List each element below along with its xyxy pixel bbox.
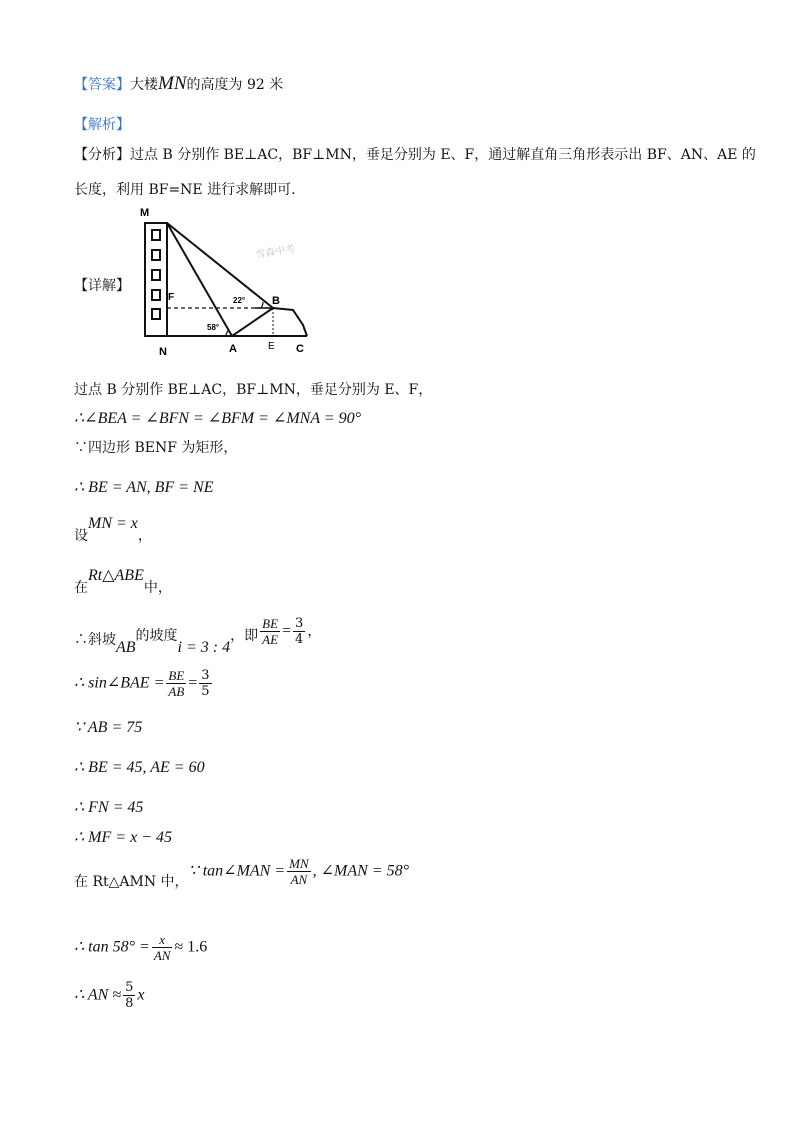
watermark-text: 雪森中考: [254, 243, 297, 262]
frac-den: AN: [290, 872, 308, 887]
step-8-frac-1: [166, 668, 186, 699]
label-F: F: [168, 292, 175, 303]
step-13-post: , ∠MAN = 58°: [312, 862, 410, 880]
step-5: [74, 514, 152, 548]
step-15-pre: ∴ AN ≈: [74, 986, 122, 1004]
step-7-sep: ，即: [230, 627, 259, 644]
frac-den: AB: [168, 684, 185, 699]
step-7-post: ，: [307, 623, 322, 640]
fenxi-text-1: 过点 B 分别作 BE⊥AC，BF⊥MN，垂足分别为 E、F，通过解直角三角形表示出 BF、AN、AE 的: [130, 147, 756, 163]
step-6: [74, 566, 172, 600]
step-12: ∴ MF = x − 45: [74, 829, 172, 846]
analysis-tag: 【解析】: [74, 117, 130, 133]
step-14: [74, 932, 207, 972]
answer-tag: 【答案】: [74, 77, 130, 93]
step-15-frac: [123, 980, 135, 1011]
label-E: E: [268, 341, 275, 352]
step-5-post: ，: [137, 528, 152, 544]
frac-den: 8: [125, 996, 134, 1011]
answer-line: [74, 74, 283, 95]
step-13-because: ∵ tan∠MAN =: [188, 862, 286, 880]
frac-den: AE: [262, 632, 279, 647]
label-angle-58: 58°: [207, 323, 220, 332]
frac-num: x: [152, 932, 173, 948]
step-7-mid: 的坡度: [135, 627, 178, 644]
step-8-frac-2: [199, 668, 211, 699]
step-3: ∵四边形 BENF 为矩形，: [74, 440, 238, 456]
frac-num: BE: [168, 668, 185, 683]
step-7-frac-2: [293, 616, 305, 647]
step-15-post: x: [137, 986, 145, 1004]
step-5-pre: 设: [74, 528, 88, 544]
frac-num: BE: [262, 616, 279, 631]
label-A: A: [229, 343, 237, 355]
step-14-post: ≈ 1.6: [174, 938, 208, 956]
step-15: [74, 980, 145, 1020]
building-window: [152, 250, 160, 260]
fenxi-line-2: 长度，利用 BF=NE 进行求解即可.: [74, 182, 296, 198]
building-window: [152, 270, 160, 280]
step-5-eq: MN = x: [88, 515, 138, 532]
step-8-pre: ∴ sin∠BAE =: [74, 674, 165, 692]
step-6-post: 中，: [143, 580, 172, 596]
step-14-pre: ∴ tan 58° =: [74, 938, 150, 956]
frac-den: 4: [295, 632, 304, 647]
fenxi-line-1: [74, 145, 756, 165]
label-angle-22: 22°: [233, 296, 246, 305]
line-MA: [167, 223, 232, 336]
building-window: [152, 290, 160, 300]
step-6-pre: 在: [74, 580, 88, 596]
step-13: [74, 856, 409, 900]
step-7-var: AB: [116, 638, 136, 656]
step-7-frac-1: [260, 616, 280, 647]
step-4: ∴ BE = AN, BF = NE: [74, 479, 214, 496]
label-N: N: [159, 346, 167, 358]
line-MB: [167, 223, 273, 308]
frac-den: AN: [153, 948, 171, 963]
geometry-figure: [135, 200, 335, 360]
label-C: C: [296, 343, 304, 355]
step-8: ∴ sin∠BAE = $\frac{BE}{AB}$ = $\frac{3}{5}$: [74, 668, 210, 699]
label-B: B: [272, 295, 280, 307]
step-10: ∴ BE = 45, AE = 60: [74, 759, 205, 776]
step-7-eq: i = 3 : 4: [177, 638, 231, 656]
step-1: 过点 B 分别作 BE⊥AC，BF⊥MN，垂足分别为 E、F，: [74, 382, 433, 398]
answer-before: 大楼: [130, 77, 158, 93]
step-2: ∴∠BEA = ∠BFN = ∠BFM = ∠MNA = 90°: [74, 410, 361, 427]
step-11: ∴ FN = 45: [74, 799, 144, 816]
frac-num: 3: [201, 668, 210, 683]
answer-var: MN: [158, 73, 187, 94]
detail-tag: 【详解】: [74, 278, 130, 294]
answer-after: 的高度为 92 米: [186, 77, 284, 93]
step-7: ∴斜坡AB的坡度i = 3 : 4，即 $\frac{BE}{AE}$ = $\frac{3}{4}$ ，: [74, 616, 322, 656]
frac-den: 5: [201, 684, 210, 699]
frac-num: MN: [289, 856, 309, 871]
slope-hill: [232, 308, 307, 336]
frac-num: 5: [125, 980, 134, 995]
step-14-frac: [152, 932, 173, 963]
building-window: [152, 230, 160, 240]
step-13-pre: 在 Rt△AMN 中，: [74, 873, 189, 890]
fenxi-tag: 【分析】: [74, 147, 130, 163]
step-7-pre: ∴斜坡: [74, 631, 116, 648]
step-9: ∵ AB = 75: [74, 719, 143, 736]
label-M: M: [140, 207, 150, 219]
step-6-eq: Rt△ABE: [88, 567, 144, 584]
frac-num: 3: [295, 616, 304, 631]
building-window: [152, 309, 160, 319]
step-13-frac: [287, 856, 311, 887]
